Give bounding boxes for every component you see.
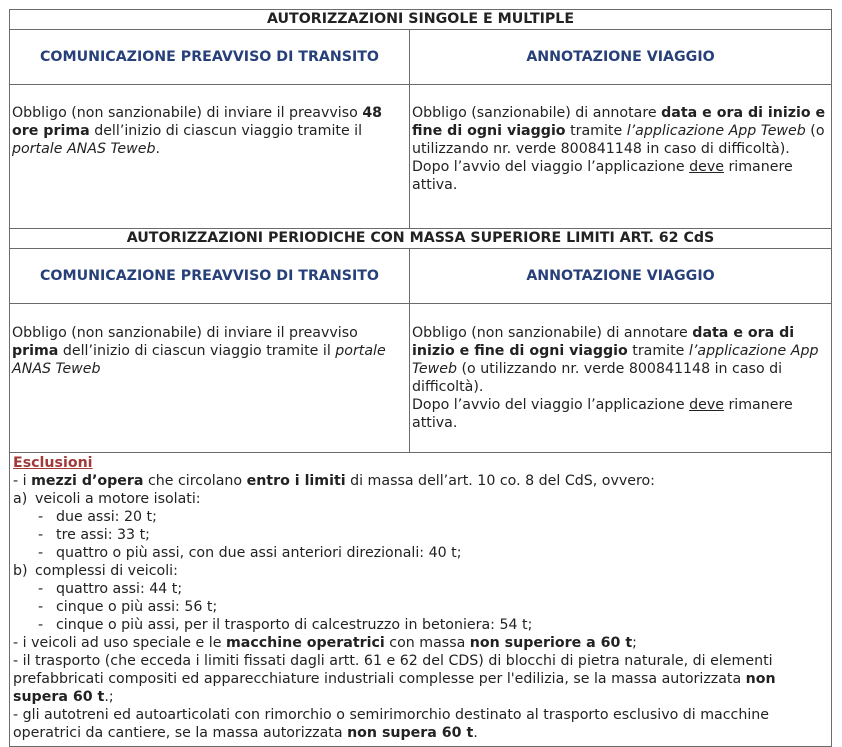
italic-text: l’applicazione App Teweb — [412, 343, 819, 377]
bold-text: data e ora di inizio e fine di ogni viaggio — [412, 325, 795, 359]
text: tramite — [565, 123, 627, 139]
section1-left-header: COMUNICAZIONE PREAVVISO DI TRANSITO — [10, 30, 410, 85]
list-label: b) — [13, 563, 28, 579]
section2-title: AUTORIZZAZIONI PERIODICHE CON MASSA SUPERIORE LIMITI ART. 62 CdS — [10, 229, 832, 249]
section2-left-cell — [10, 304, 410, 453]
list-label: a) — [13, 491, 28, 507]
bold-text: mezzi d’opera — [31, 473, 144, 489]
section1-right-cell — [410, 85, 832, 229]
list-item: - quattro o più assi, con due assi anteriori direzionali: 40 t; — [38, 545, 462, 561]
section2-right-header: ANNOTAZIONE VIAGGIO — [410, 249, 832, 304]
text: - il trasporto (che ecceda i limiti fissati dagli artt. 61 e 62 del CDS) di blocchi di pietra naturale, di elementi prefabbricati compositi ed apparecchiature industriali complesse per l'edilizia, se la massa autorizzata — [13, 653, 773, 687]
text: Dopo l’avvio del viaggio l’applicazione — [412, 159, 690, 175]
text: Obbligo (non sanzionabile) di annotare — [412, 325, 693, 341]
text: cinque o più assi, per il trasporto di calcestruzzo in betoniera: 54 t; — [56, 617, 533, 633]
bold-text: 48 ore prima — [12, 105, 383, 139]
underlined-text: deve — [689, 397, 724, 413]
text: .; — [104, 689, 114, 705]
text: - i veicoli ad uso speciale e le — [13, 635, 226, 651]
text: veicoli a motore isolati: — [35, 491, 201, 507]
bold-text: non supera 60 t — [13, 671, 776, 705]
text: - gli autotreni ed autoarticolati con rimorchio o semirimorchio destinato al trasporto esclusivo di macchine operatrici da cantiere, se la massa autorizzata — [13, 707, 770, 741]
exclusion-line-4 — [13, 706, 829, 742]
section2-left-header: COMUNICAZIONE PREAVVISO DI TRANSITO — [10, 249, 410, 304]
list-item: - due assi: 20 t; — [38, 509, 157, 525]
bold-text: macchine operatrici — [225, 635, 385, 651]
list-item: - cinque o più assi, per il trasporto di calcestruzzo in betoniera: 54 t; — [38, 617, 533, 633]
underlined-text: deve — [689, 159, 724, 175]
exclusion-line-3 — [13, 652, 829, 706]
text: (o utilizzando nr. verde 800841148 in caso di difficoltà). — [412, 123, 825, 157]
text: Obbligo (non sanzionabile) di inviare il preavviso — [12, 325, 358, 341]
text: dell’inizio di ciascun viaggio tramite il — [89, 123, 363, 139]
text: (o utilizzando nr. verde 800841148 in caso di difficoltà). — [412, 361, 783, 395]
bold-text: prima — [12, 343, 59, 359]
text: rimanere attiva. — [412, 397, 793, 431]
section1-title: AUTORIZZAZIONI SINGOLE E MULTIPLE — [10, 10, 832, 30]
text: rimanere attiva. — [412, 159, 793, 193]
exclusions-title: Esclusioni — [13, 455, 93, 471]
section2-right-cell — [410, 304, 832, 453]
list-item: - tre assi: 33 t; — [38, 527, 150, 543]
text: - i — [13, 473, 32, 489]
text: . — [155, 141, 160, 157]
italic-text: portale ANAS Teweb — [12, 343, 386, 377]
exclusion-line-2 — [13, 634, 829, 652]
italic-text: l’applicazione App Teweb — [626, 123, 806, 139]
list-item: - cinque o più assi: 56 t; — [38, 599, 218, 615]
authorization-table — [9, 9, 832, 747]
exclusion-group-b — [13, 562, 829, 580]
text: con massa — [384, 635, 470, 651]
text: cinque o più assi: 56 t; — [56, 599, 218, 615]
section1-left-cell — [10, 85, 410, 229]
text: Obbligo (sanzionabile) di annotare — [412, 105, 662, 121]
text: che circolano — [143, 473, 247, 489]
text: ; — [632, 635, 637, 651]
text: di massa dell’art. 10 co. 8 del CdS, ovvero: — [345, 473, 655, 489]
exclusion-group-a — [13, 490, 829, 508]
text: quattro assi: 44 t; — [56, 581, 183, 597]
bold-text: non superiore a 60 t — [469, 635, 633, 651]
section1-right-header: ANNOTAZIONE VIAGGIO — [410, 30, 832, 85]
bold-text: entro i limiti — [246, 473, 346, 489]
italic-text: portale ANAS Teweb — [12, 141, 156, 157]
list-item: - quattro assi: 44 t; — [38, 581, 183, 597]
text: due assi: 20 t; — [56, 509, 157, 525]
text: dell’inizio di ciascun viaggio tramite il — [58, 343, 336, 359]
text: tre assi: 33 t; — [56, 527, 150, 543]
text: . — [473, 725, 478, 741]
text: tramite — [627, 343, 689, 359]
bold-text: data e ora di inizio e fine di ogni viaggio — [412, 105, 826, 139]
text: quattro o più assi, con due assi anteriori direzionali: 40 t; — [56, 545, 462, 561]
exclusions-cell — [10, 453, 832, 747]
text: Obbligo (non sanzionabile) di inviare il preavviso — [12, 105, 363, 121]
bold-text: non supera 60 t — [347, 725, 474, 741]
text: Dopo l’avvio del viaggio l’applicazione — [412, 397, 690, 413]
exclusion-line-1 — [13, 472, 829, 490]
text: complessi di veicoli: — [35, 563, 178, 579]
